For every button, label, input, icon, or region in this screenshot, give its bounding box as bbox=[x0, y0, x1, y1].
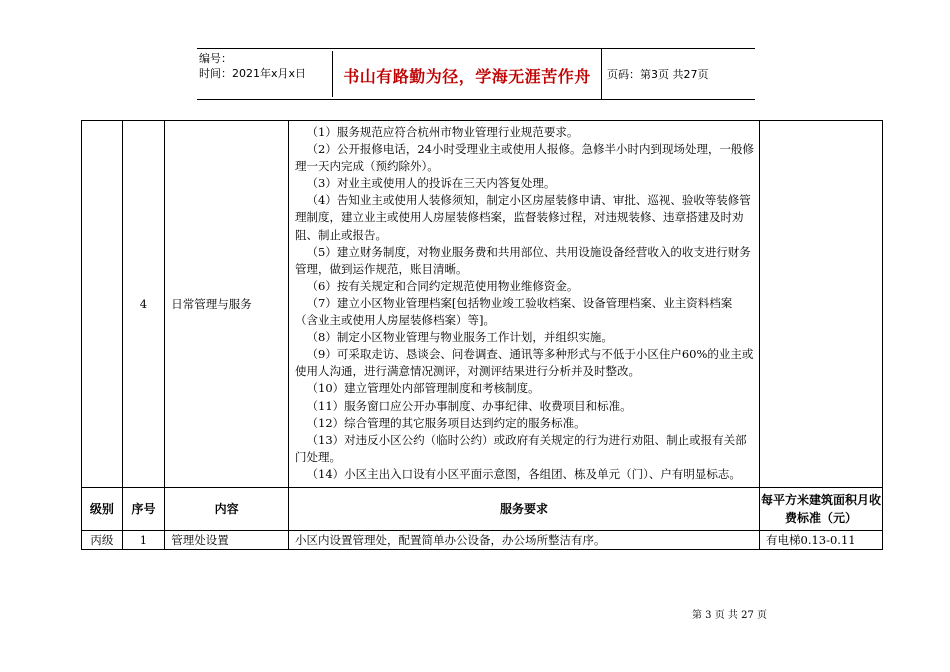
col-header-level: 级别 bbox=[82, 487, 123, 530]
requirement-item: （14）小区主出入口设有小区平面示意图，各组团、栋及单元（门）、户有明显标志。 bbox=[306, 466, 741, 481]
requirement-item: （11）服务窗口应公开办事制度、办事纪律、收费项目和标准。 bbox=[306, 398, 632, 413]
col-header-requirement: 服务要求 bbox=[289, 487, 760, 530]
requirement-item: （6）按有关规定和合同约定规范使用物业维修资金。 bbox=[306, 278, 579, 293]
requirement-item: （3）对业主或使用人的投诉在三天内答复处理。 bbox=[306, 176, 556, 191]
section-number: 4 bbox=[122, 121, 165, 488]
requirement-item: （13）对违反小区公约（临时公约）或政府有关规定的行为进行劝阻、制止或报有关部门处理。 bbox=[295, 432, 747, 464]
requirement-item: （10）建立管理处内部管理制度和考核制度。 bbox=[306, 381, 540, 396]
row-fee: 有电梯0.13-0.11 bbox=[760, 530, 883, 549]
table-header-row bbox=[82, 487, 883, 530]
time-label: 时间：2021年x月x日 bbox=[199, 67, 307, 80]
section-level-cell bbox=[82, 121, 123, 488]
requirement-item: （12）综合管理的其它服务项目达到约定的服务标准。 bbox=[306, 415, 586, 430]
requirement-item: （1）服务规范应符合杭州市物业管理行业规范要求。 bbox=[306, 125, 579, 139]
row-level: 丙级 bbox=[82, 530, 123, 549]
motto-text: 书山有路勤为径，学海无涯苦作舟 bbox=[343, 67, 591, 86]
requirement-item: （5）建立财务制度，对物业服务费和共用部位、共用设施设备经营收入的收支进行财务管理，做到运作规范，账目清晰。 bbox=[295, 244, 751, 276]
service-standard-table bbox=[81, 120, 883, 550]
col-header-seq: 序号 bbox=[122, 487, 165, 530]
table-row bbox=[82, 530, 883, 549]
header-left bbox=[199, 51, 333, 97]
col-header-fee: 每平方米建筑面积月收费标准（元） bbox=[760, 487, 883, 530]
row-content: 管理处设置 bbox=[165, 530, 289, 549]
page-indicator: 页码：第3页 共27页 bbox=[607, 68, 709, 81]
requirement-item: （4）告知业主或使用人装修须知，制定小区房屋装修申请、审批、巡视、验收等装修管理制度，建立业主或使用人房屋装修档案，监督装修过程，对违规装修、违章搭建及时劝阻、制止或报告。 bbox=[295, 193, 751, 242]
requirement-item: （2）公开报修电话，24小时受理业主或使用人报修。急修半小时内到现场处理，一般修理一天内完成（预约除外）。 bbox=[295, 142, 754, 174]
requirements-list bbox=[289, 121, 759, 487]
section-requirements bbox=[289, 121, 760, 488]
requirement-item: （8）制定小区物业管理与物业服务工作计划，并组织实施。 bbox=[306, 330, 613, 345]
requirement-item: （9）可采取走访、恳谈会、问卷调查、通讯等多种形式与不低于小区住户60%的业主或使用人沟通，进行满意情况测评，对测评结果进行分析并及时整改。 bbox=[295, 347, 754, 379]
page-header bbox=[197, 48, 755, 100]
col-header-content: 内容 bbox=[165, 487, 289, 530]
row-seq: 1 bbox=[122, 530, 165, 549]
page-footer: 第 3 页 共 27 页 bbox=[692, 610, 767, 621]
section-fee-cell bbox=[760, 121, 883, 488]
section-row bbox=[82, 121, 883, 488]
row-requirement: 小区内设置管理处，配置简单办公设备，办公场所整洁有序。 bbox=[289, 530, 760, 549]
section-title: 日常管理与服务 bbox=[165, 121, 289, 488]
header-motto-cell bbox=[333, 49, 602, 99]
code-label: 编号： bbox=[199, 52, 232, 65]
requirement-item: （7）建立小区物业管理档案[包括物业竣工验收档案、设备管理档案、业主资料档案（含业主或使用人房屋装修档案）等]。 bbox=[295, 295, 733, 328]
